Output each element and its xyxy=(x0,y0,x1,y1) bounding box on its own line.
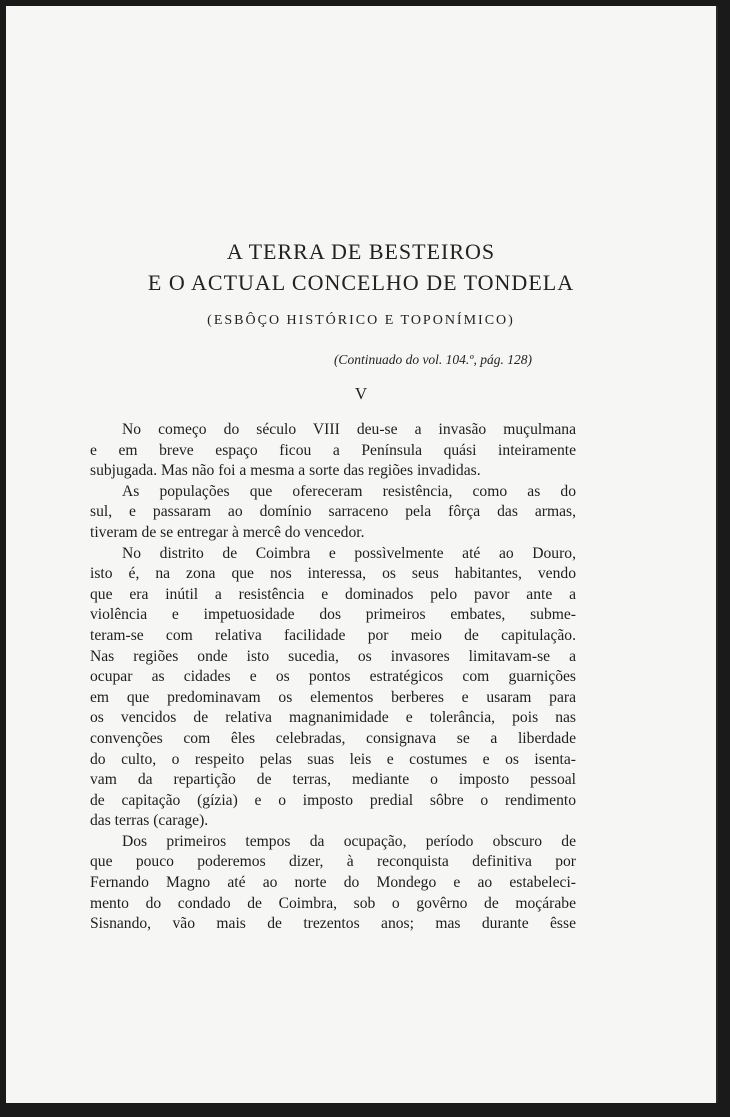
text-line: sul, e passaram ao domínio sarraceno pela fôrça das armas, xyxy=(90,503,576,521)
subtitle: (ESBÔÇO HISTÓRICO E TOPONÍMICO) xyxy=(207,313,515,328)
text-line: teram-se com relativa facilidade por meio de capitulação. xyxy=(90,626,576,644)
body-text xyxy=(90,420,576,935)
title-line-2: E O ACTUAL CONCELHO DE TONDELA xyxy=(147,270,575,295)
text-line: No distrito de Coimbra e possìvelmente até ao Douro, xyxy=(122,544,576,562)
text-line: Dos primeiros tempos da ocupação, período obscuro de xyxy=(122,832,576,850)
text-line: de capitação (gízia) e o imposto predial sôbre o rendimento xyxy=(90,791,576,809)
text-line: os vencidos de relativa magnanimidade e tolerância, pois nas xyxy=(90,709,576,727)
text-line: violência e impetuosidade dos primeiros embates, subme- xyxy=(90,606,576,624)
text-line: convenções com êles celebradas, consignava se a liberdade xyxy=(90,729,576,747)
text-line: ocupar as cidades e os pontos estratégicos com guarnições xyxy=(90,668,576,686)
text-line: das terras (carage). xyxy=(90,812,209,830)
text-line: No começo do século VIII deu-se a invasão muçulmana xyxy=(122,421,576,438)
text-line: que pouco poderemos dizer, à reconquista definitiva por xyxy=(90,853,576,871)
text-line: Nas regiões onde isto sucedia, os invasores limitavam-se a xyxy=(90,647,576,665)
text-line: Sisnando, vão mais de trezentos anos; mas durante êsse xyxy=(90,915,576,933)
text-line: subjugada. Mas não foi a mesma a sorte das regiões invadidas. xyxy=(90,462,481,480)
text-line: As populações que ofereceram resistência, como as do xyxy=(122,482,576,500)
text-line: e em breve espaço ficou a Península quási inteiramente xyxy=(90,441,576,459)
text-line: em que predominavam os elementos berberes e usaram para xyxy=(90,688,576,706)
book-page xyxy=(6,6,718,1103)
text-line: tiveram de se entregar à mercê do vencedor. xyxy=(90,523,365,541)
text-line: que era inútil a resistência e dominados pelo pavor ante a xyxy=(90,585,576,603)
title-line-1: A TERRA DE BESTEIROS xyxy=(226,239,496,264)
text-line: do culto, o respeito pelas suas leis e costumes e os isenta- xyxy=(90,750,576,768)
text-line: mento do condado de Coimbra, sob o govêrno de moçárabe xyxy=(90,894,576,912)
text-line: isto é, na zona que nos interessa, os seus habitantes, vendo xyxy=(90,565,576,583)
text-line: vam da repartição de terras, mediante o imposto pessoal xyxy=(90,771,576,789)
text-line: Fernando Magno até ao norte do Mondego e ao estabeleci- xyxy=(90,874,576,892)
section-number: V xyxy=(354,384,368,403)
continuation-note: (Continuado do vol. 104.º, pág. 128) xyxy=(333,352,532,367)
